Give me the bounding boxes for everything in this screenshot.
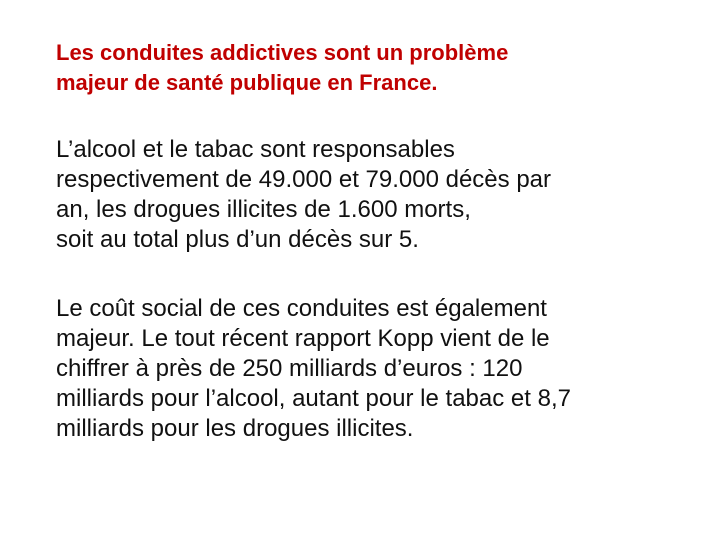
paragraph-line: L’alcool et le tabac sont responsables	[56, 136, 455, 163]
paragraph-mortality	[56, 135, 676, 255]
paragraph-line: milliards pour les drogues illicites.	[56, 415, 414, 442]
slide-title	[56, 38, 676, 98]
paragraph-line: soit au total plus d’un décès sur 5.	[56, 226, 419, 253]
paragraph-line: an, les drogues illicites de 1.600 morts,	[56, 196, 471, 223]
paragraph-line: chiffrer à près de 250 milliards d’euros : 120	[56, 355, 523, 382]
paragraph-line: Le coût social de ces conduites est également	[56, 295, 547, 322]
paragraph-social-cost	[56, 294, 676, 444]
slide-content	[56, 38, 676, 444]
paragraph-line: respectivement de 49.000 et 79.000 décès par	[56, 166, 551, 193]
title-line: Les conduites addictives sont un problème	[56, 40, 509, 65]
title-line: majeur de santé publique en France.	[56, 70, 438, 95]
paragraph-line: majeur. Le tout récent rapport Kopp vient de le	[56, 325, 550, 352]
paragraph-line: milliards pour l’alcool, autant pour le tabac et 8,7	[56, 385, 571, 412]
